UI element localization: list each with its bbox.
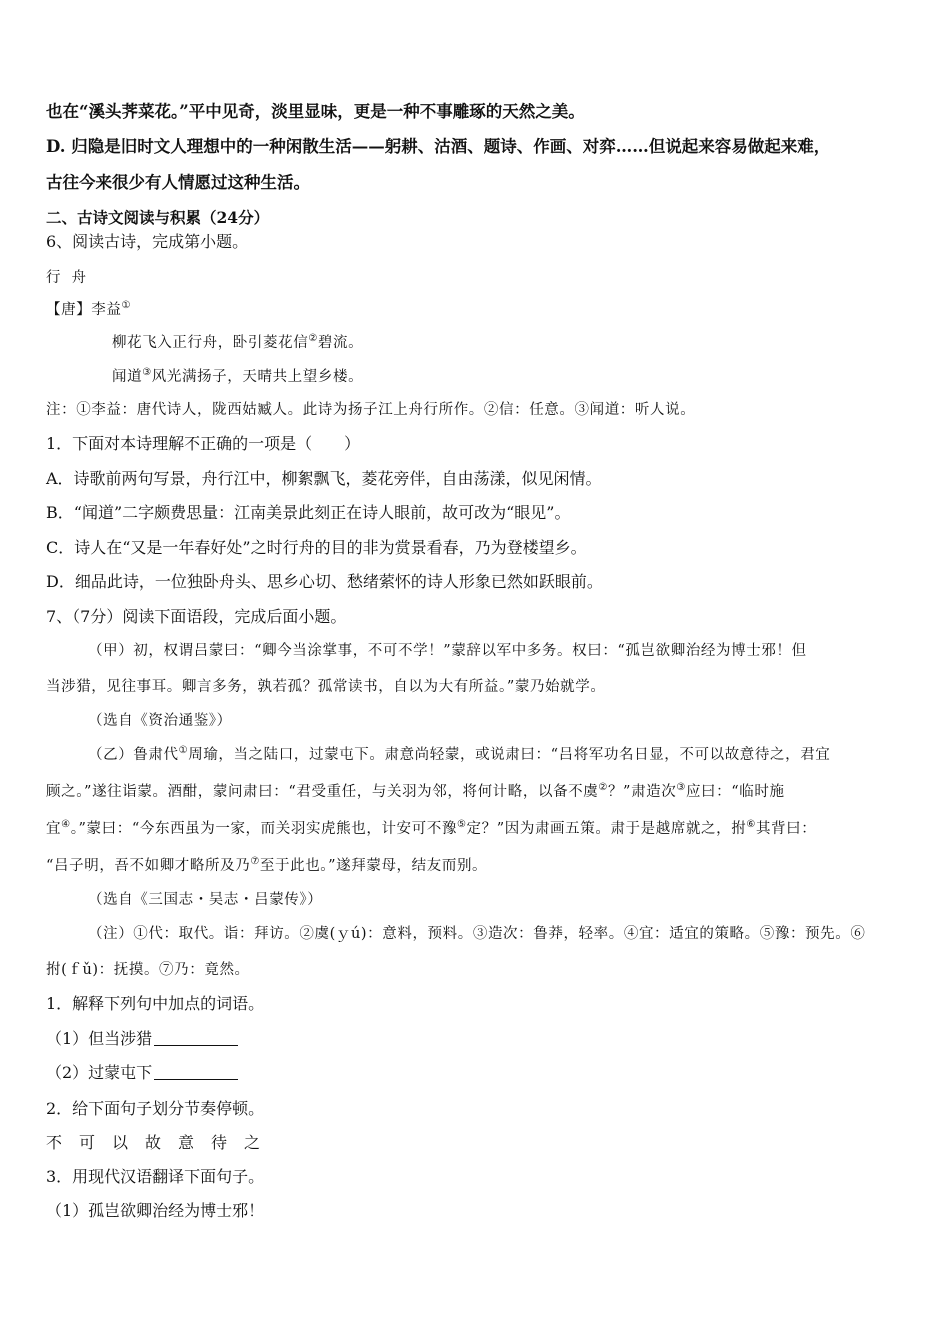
- option-c: C．诗人在“又是一年春好处”之时行舟的目的非为赏景看春，乃为登楼望乡。: [46, 538, 587, 557]
- yi-text: ？”肃造次: [607, 784, 677, 800]
- poem-line-1: [112, 333, 950, 353]
- author-text: 【唐】李益: [46, 302, 122, 318]
- option-a: A．诗歌前两句写景，舟行江中，柳絮飘飞，菱花旁伴，自由荡漾，似见闲情。: [46, 469, 602, 488]
- item-text: （2）过蒙屯下: [46, 1063, 153, 1082]
- q7-sub1: 1．解释下列句中加点的词语。: [46, 994, 265, 1013]
- footnote-mark: ②: [598, 782, 608, 794]
- item-text: （1）但当涉猎: [46, 1029, 153, 1048]
- q7-sub2: 2．给下面句子划分节奏停顿。: [46, 1099, 265, 1118]
- yi-line-1: [88, 745, 918, 765]
- q7-sub3-item1: （1）孤岂欲卿治经为博士邪！: [46, 1201, 265, 1220]
- footnote-mark: ②: [308, 333, 318, 345]
- yi-text: 定？”因为肃画五策。肃于是越席就之，拊: [466, 821, 747, 837]
- poem-text: 碧流。: [317, 335, 364, 351]
- notes-line-2: 拊(ｆǔ)：抚摸。⑦乃：竟然。: [46, 962, 250, 978]
- yi-text: 顾之。”遂往诣蒙。酒酣，蒙问肃曰：“君受重任，与关羽为邻，将何计略，以备不虞: [46, 784, 599, 800]
- yi-line-2: [46, 782, 916, 802]
- q7-sub1-item2: [46, 1063, 916, 1083]
- answer-blank[interactable]: [154, 1065, 238, 1080]
- jia-line-1: （甲）初，权谓吕蒙曰：“卿今当涂掌事，不可不学！”蒙辞以军中多务。权曰：“孤岂欲卿治经为博士邪！但: [88, 643, 807, 659]
- yi-line-4: [46, 856, 916, 876]
- yi-line-3: [46, 819, 916, 839]
- poem-line-2: [112, 367, 950, 387]
- jia-source: （选自《资治通鉴》）: [88, 713, 232, 729]
- option-d-line1: D. 归隐是旧时文人理想中的一种闲散生活——躬耕、沽酒、题诗、作画、对弈……但说起来容易做起来难，: [46, 137, 831, 156]
- notes-line-1: （注）①代：取代。诣：拜访。②虞(ｙú)：意料，预料。③造次：鲁莽，轻率。④宜：适宜的策略。⑤豫：预先。⑥: [88, 926, 866, 942]
- footnote-mark: ①: [178, 745, 189, 757]
- yi-text: 。”蒙曰：“今东西虽为一家，而关羽实虎熊也，计安可不豫: [70, 821, 457, 837]
- option-c-continuation: 也在“溪头荠菜花。”平中见奇，淡里显味，更是一种不事雕琢的天然之美。: [46, 102, 585, 121]
- poem-author: [46, 300, 916, 320]
- yi-text: 应曰：“临时施: [685, 784, 785, 800]
- yi-text: （乙）鲁肃代: [88, 747, 179, 763]
- yi-text: 宜: [46, 821, 62, 837]
- yi-text: “吕子明，吾不如卿才略所及乃: [46, 858, 251, 874]
- poem-text: 风光满扬子，天晴共上望乡楼。: [151, 369, 364, 385]
- poem-text: 柳花飞入正行舟，卧引菱花信: [112, 335, 309, 351]
- q6-stem: 6、阅读古诗，完成第小题。: [46, 232, 249, 251]
- poem-note: 注：①李益：唐代诗人，陇西姑臧人。此诗为扬子江上舟行所作。②信：任意。③闻道：听人说。: [46, 402, 696, 418]
- rhythm-sentence: 不可以故意待之: [46, 1133, 278, 1152]
- section-heading: 二、古诗文阅读与积累（24分）: [46, 208, 270, 227]
- footnote-mark: ⑤: [456, 819, 467, 831]
- footnote-mark: ⑦: [250, 856, 260, 868]
- poem-title: 行 舟: [46, 270, 87, 286]
- yi-text: 其背曰：: [755, 821, 817, 837]
- q7-sub3: 3．用现代汉语翻译下面句子。: [46, 1167, 265, 1186]
- q6-sub1: 1．下面对本诗理解不正确的一项是（ ）: [46, 434, 361, 453]
- yi-text: 周瑜，当之陆口，过蒙屯下。肃意尚轻蒙，或说肃曰：“吕将军功名日显，不可以故意待之，君宜: [188, 747, 831, 763]
- footnote-mark: ①: [121, 300, 132, 312]
- yi-source: （选自《三国志・吴志・吕蒙传》）: [88, 892, 323, 908]
- option-d: D．细品此诗，一位独卧舟头、思乡心切、愁绪萦怀的诗人形象已然如跃眼前。: [46, 572, 603, 591]
- poem-text: 闻道: [112, 369, 143, 385]
- footnote-mark: ③: [676, 782, 686, 794]
- jia-line-2: 当涉猎，见往事耳。卿言多务，孰若孤？孤常读书，自以为大有所益。”蒙乃始就学。: [46, 679, 606, 695]
- option-b: B．“闻道”二字颇费思量：江南美景此刻正在诗人眼前，故可改为“眼见”。: [46, 503, 571, 522]
- footnote-mark: ⑥: [746, 819, 756, 831]
- yi-text: 至于此也。”遂拜蒙母，结友而别。: [259, 858, 488, 874]
- q7-sub1-item1: [46, 1029, 916, 1049]
- footnote-mark: ④: [61, 819, 71, 831]
- answer-blank[interactable]: [154, 1031, 238, 1046]
- option-d-line2: 古往今来很少有人情愿过这种生活。: [46, 173, 310, 192]
- q7-stem: 7、（7分）阅读下面语段，完成后面小题。: [46, 607, 347, 626]
- footnote-mark: ③: [142, 367, 152, 379]
